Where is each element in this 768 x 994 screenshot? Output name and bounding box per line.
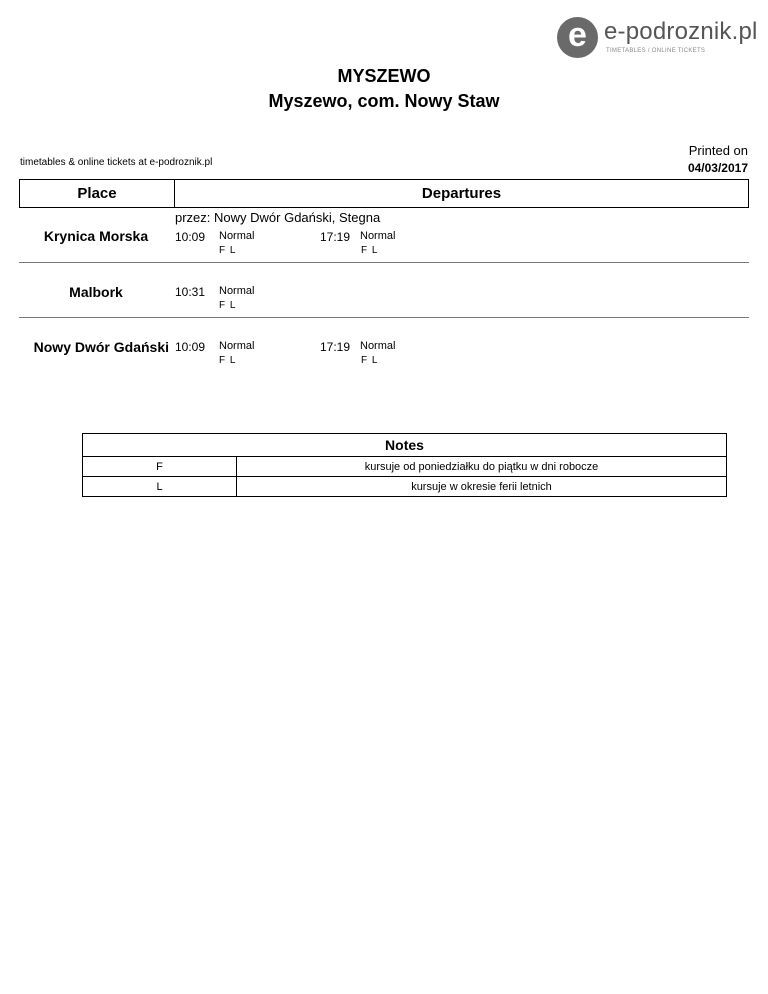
brand-logo-icon: e xyxy=(557,17,598,58)
departure-type: Normal xyxy=(219,285,255,297)
destination-place: Nowy Dwór Gdański xyxy=(33,339,169,355)
notes-row xyxy=(83,477,727,497)
via-route: przez: Nowy Dwór Gdański, Stegna xyxy=(175,210,381,225)
departure-type: Normal xyxy=(219,230,255,242)
destination-place: Krynica Morska xyxy=(43,228,149,244)
destination-place: Malbork xyxy=(69,284,123,300)
departure-notes: F L xyxy=(361,245,379,256)
departure-time: 17:19 xyxy=(320,230,351,244)
brand-tagline: TIMETABLES / ONLINE TICKETS xyxy=(606,48,706,54)
note-code: L xyxy=(83,477,237,497)
timetable-header xyxy=(19,179,749,208)
departure-time: 10:31 xyxy=(175,285,206,299)
departure-notes: F L xyxy=(219,245,237,256)
departure-time: 17:19 xyxy=(320,340,351,354)
departure-type: Normal xyxy=(360,230,396,242)
row-divider xyxy=(19,317,749,318)
stop-title: MYSZEWO xyxy=(337,66,431,86)
note-code: F xyxy=(83,457,237,477)
brand-name: e-podroznik.pl xyxy=(604,18,758,45)
departure-time: 10:09 xyxy=(175,340,206,354)
printed-date: 04/03/2017 xyxy=(687,161,748,175)
header-departures: Departures xyxy=(421,185,502,202)
notes-table xyxy=(82,433,727,497)
departure-notes: F L xyxy=(219,300,237,311)
stop-location: Myszewo, com. Nowy Staw xyxy=(268,91,500,111)
header-place: Place xyxy=(20,180,175,207)
departure-type: Normal xyxy=(360,340,396,352)
notes-row xyxy=(83,457,727,477)
brand-logo xyxy=(557,17,757,59)
departure-notes: F L xyxy=(361,355,379,366)
note-description: kursuje od poniedziałku do piątku w dni robocze xyxy=(237,457,727,477)
departure-type: Normal xyxy=(219,340,255,352)
site-note: timetables & online tickets at e-podroznik.pl xyxy=(20,157,213,168)
departure-time: 10:09 xyxy=(175,230,206,244)
notes-title: Notes xyxy=(83,434,727,457)
row-divider xyxy=(19,262,749,263)
printed-label: Printed on xyxy=(688,143,748,158)
note-description: kursuje w okresie ferii letnich xyxy=(237,477,727,497)
departure-notes: F L xyxy=(219,355,237,366)
